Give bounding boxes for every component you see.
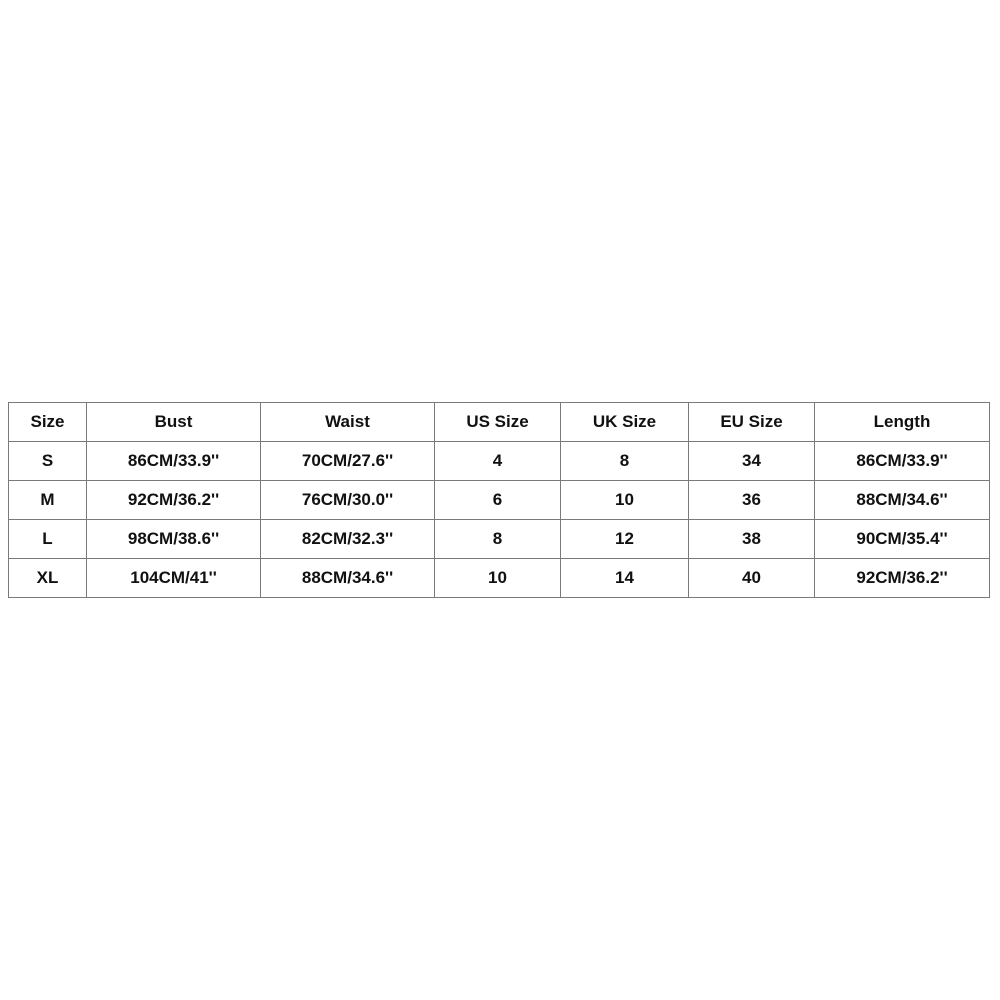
cell-length: 92CM/36.2'' (815, 559, 990, 598)
cell-uk-size: 12 (561, 520, 689, 559)
cell-uk-size: 8 (561, 442, 689, 481)
cell-bust: 92CM/36.2'' (87, 481, 261, 520)
cell-bust: 98CM/38.6'' (87, 520, 261, 559)
table-row (9, 559, 990, 598)
cell-waist: 82CM/32.3'' (261, 520, 435, 559)
header-bust: Bust (87, 403, 261, 442)
cell-us-size: 4 (435, 442, 561, 481)
cell-bust: 86CM/33.9'' (87, 442, 261, 481)
table-header (9, 403, 990, 442)
cell-eu-size: 36 (689, 481, 815, 520)
cell-bust: 104CM/41'' (87, 559, 261, 598)
header-size: Size (9, 403, 87, 442)
size-chart-table (8, 402, 990, 598)
cell-us-size: 10 (435, 559, 561, 598)
header-eu-size: EU Size (689, 403, 815, 442)
cell-uk-size: 14 (561, 559, 689, 598)
cell-eu-size: 40 (689, 559, 815, 598)
header-row (9, 403, 990, 442)
table-row (9, 481, 990, 520)
header-us-size: US Size (435, 403, 561, 442)
table-row (9, 520, 990, 559)
header-length: Length (815, 403, 990, 442)
cell-size: M (9, 481, 87, 520)
cell-us-size: 8 (435, 520, 561, 559)
cell-size: XL (9, 559, 87, 598)
cell-size: L (9, 520, 87, 559)
cell-uk-size: 10 (561, 481, 689, 520)
cell-size: S (9, 442, 87, 481)
cell-length: 86CM/33.9'' (815, 442, 990, 481)
cell-length: 88CM/34.6'' (815, 481, 990, 520)
cell-eu-size: 38 (689, 520, 815, 559)
cell-eu-size: 34 (689, 442, 815, 481)
cell-waist: 88CM/34.6'' (261, 559, 435, 598)
cell-waist: 70CM/27.6'' (261, 442, 435, 481)
table-body (9, 442, 990, 598)
header-waist: Waist (261, 403, 435, 442)
table-row (9, 442, 990, 481)
cell-waist: 76CM/30.0'' (261, 481, 435, 520)
header-uk-size: UK Size (561, 403, 689, 442)
cell-us-size: 6 (435, 481, 561, 520)
cell-length: 90CM/35.4'' (815, 520, 990, 559)
